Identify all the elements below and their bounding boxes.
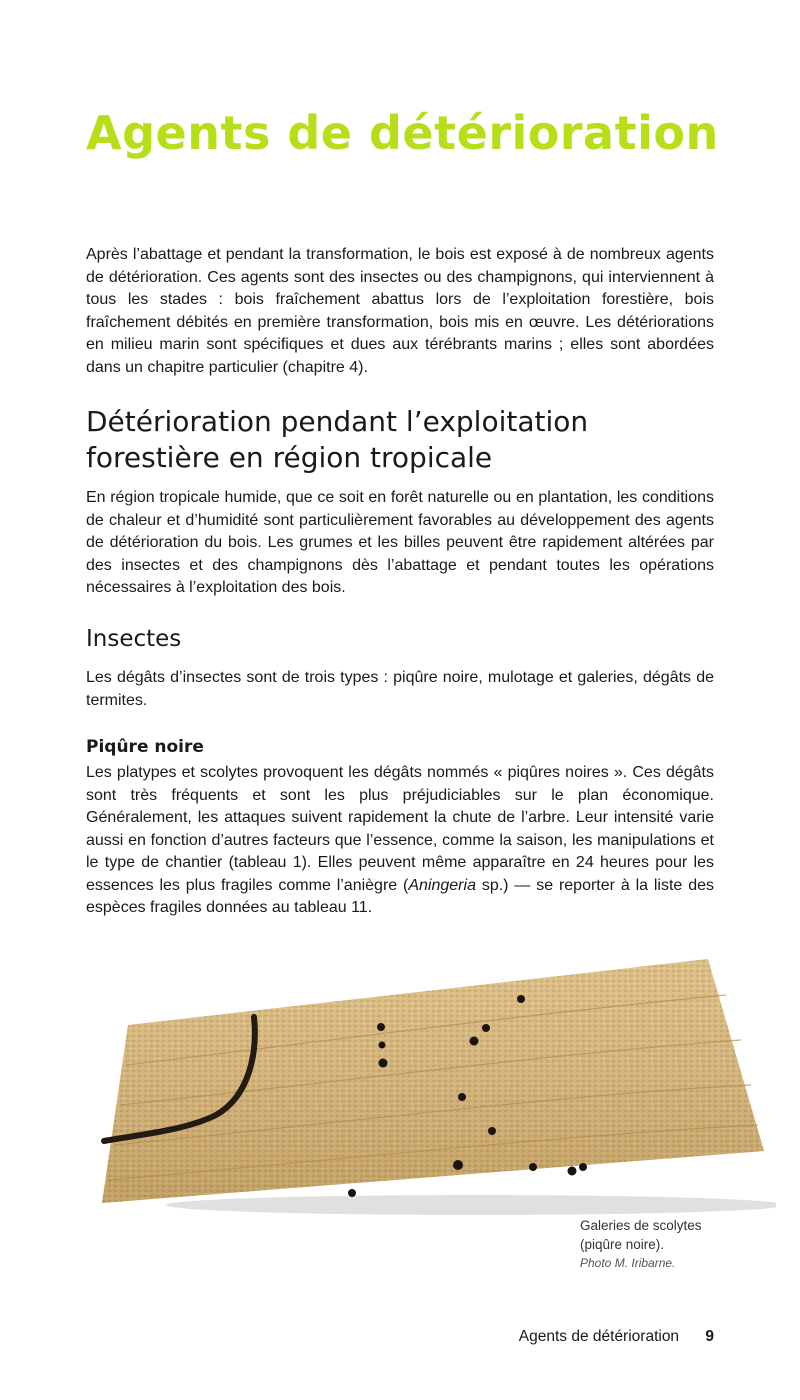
subsection-heading-insectes: Insectes bbox=[86, 626, 182, 652]
wood-board-photo bbox=[96, 955, 776, 1215]
intro-paragraph: Après l’abattage et pendant la transformation, le bois est exposé à de nombreux agents de détérioration. Ces agents sont des insectes ou des champignons, qui interviennent à tous les stades : bois fraîchement abattus lors de l’exploitation forestière, bois fraîchement débités en première transformation, bois mis en œuvre. Les détériorations en milieu marin sont spécifiques et dues aux térébrants marins ; elles sont abordées dans un chapitre particulier (chapitre 4). bbox=[86, 246, 714, 376]
figure-caption bbox=[580, 1216, 750, 1273]
hole bbox=[348, 1189, 356, 1197]
hole bbox=[482, 1024, 490, 1032]
piqure-text-before: Les platypes et scolytes provoquent les dégâts nommés « piqûres noires ». Ces dégâts sont très fréquents et sont les plus préjudiciables sur le plan économique. Généralement, les attaques suivent rapidement la chute de l’arbre. Leur intensité varie aussi en fonction d’autres facteurs que l’essence, comme la saison, les manipulations et le type de chantier (tableau 1). Elles peuvent même apparaître en 24 heures pour les essences les plus fragiles comme l’aniègre ( bbox=[86, 764, 714, 894]
piqure-genus: Aningeria bbox=[408, 876, 476, 894]
hole bbox=[379, 1042, 386, 1049]
hole bbox=[488, 1127, 496, 1135]
section-heading-line1: Détérioration pendant l’exploitation bbox=[86, 405, 589, 438]
section-paragraph: En région tropicale humide, que ce soit en forêt naturelle ou en plantation, les conditions de chaleur et d’humidité sont particulièrement favorables au développement des agents de détérioration du bois. Les grumes et les billes peuvent être rapidement altérées par des insectes et des champignons dès l’abattage et pendant toutes les opérations nécessaires à l’exploitation des bois. bbox=[86, 489, 714, 596]
page-title: Agents de détérioration bbox=[86, 106, 719, 160]
piqure-text-after: sp.) — se reporter à la liste des espèces fragiles données au tableau 11. bbox=[86, 876, 714, 916]
piqure-paragraph bbox=[86, 762, 714, 920]
hole bbox=[470, 1037, 479, 1046]
hole bbox=[529, 1163, 537, 1171]
hole bbox=[568, 1167, 577, 1176]
hole bbox=[453, 1160, 463, 1170]
wood-board-shading bbox=[102, 959, 764, 1203]
hole bbox=[517, 995, 525, 1003]
hole bbox=[458, 1093, 466, 1101]
page-number: 9 bbox=[705, 1328, 714, 1345]
section-heading-line2: forestière en région tropicale bbox=[86, 441, 493, 474]
board-shadow bbox=[166, 1195, 776, 1215]
running-title: Agents de détérioration bbox=[518, 1328, 680, 1345]
hole bbox=[379, 1059, 388, 1068]
photo-credit: Photo M. Iribarne. bbox=[580, 1256, 676, 1270]
caption-line1: Galeries de scolytes bbox=[580, 1218, 702, 1233]
caption-line2: (piqûre noire). bbox=[580, 1237, 665, 1252]
section-heading bbox=[86, 404, 726, 476]
subheading-piqure-noire: Piqûre noire bbox=[86, 737, 204, 757]
hole bbox=[377, 1023, 385, 1031]
page-footer bbox=[519, 1328, 714, 1346]
insectes-paragraph: Les dégâts d’insectes sont de trois types : piqûre noire, mulotage et galeries, dégâts de termites. bbox=[86, 669, 714, 709]
hole bbox=[579, 1163, 587, 1171]
